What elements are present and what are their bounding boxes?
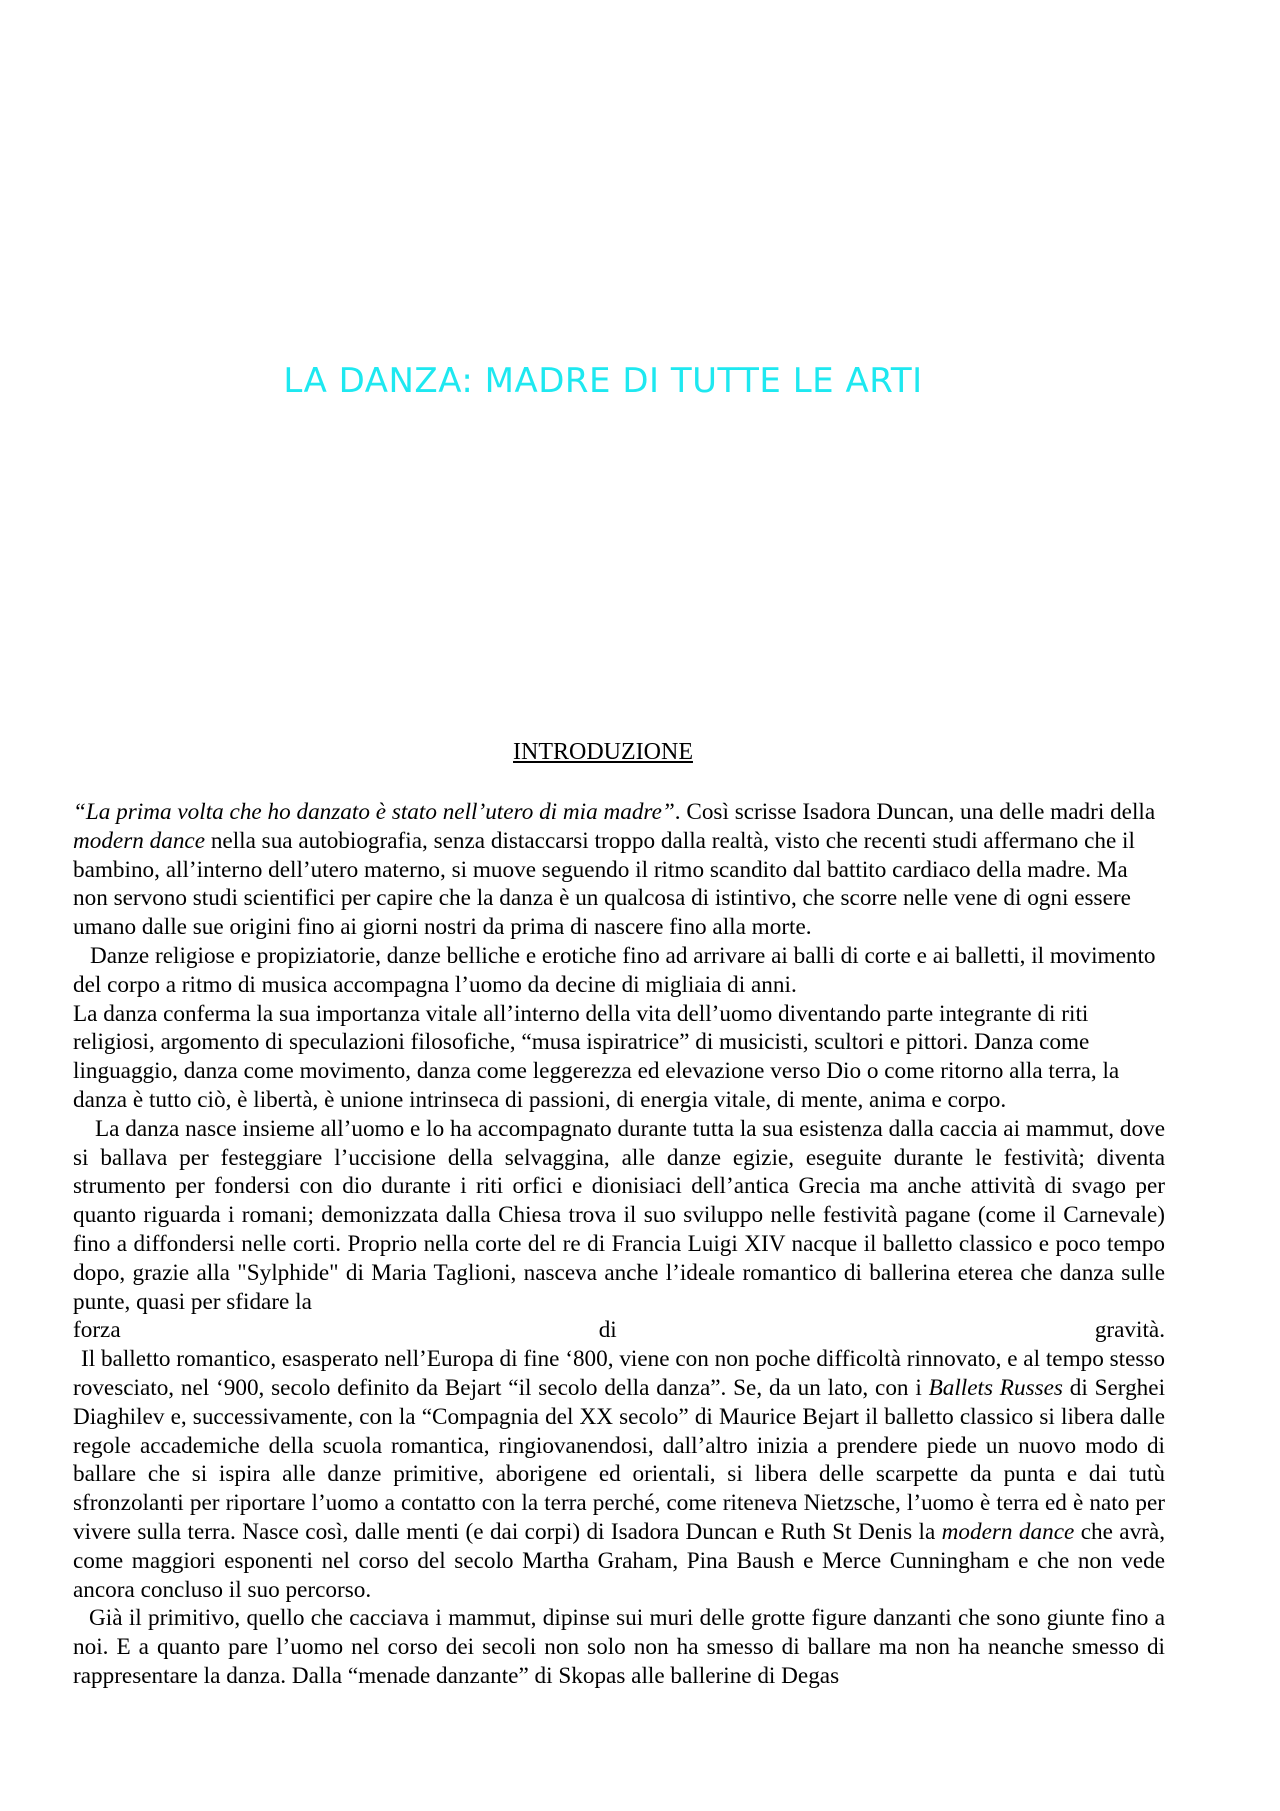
body-text [73, 798, 1165, 1691]
paragraph-5-emphasis-b: modern dance [941, 1518, 1075, 1545]
paragraph-6: Già il primitivo, quello che cacciava i mammut, dipinse sui muri delle grotte figure danzanti che sono giunte fino a noi. E a quanto pare l’uomo nel corso dei secoli non solo non ha smesso di ballare ma non ha neanche smesso di rappresentare la danza. Dalla “menade danzante” di Skopas alle ballerine di Degas [73, 1605, 1165, 1689]
document-title: LA DANZA: MADRE DI TUTTE LE ARTI [283, 361, 923, 401]
paragraph-4: La danza nasce insieme all’uomo e lo ha accompagnato durante tutta la sua esistenza dalla caccia ai mammut, dove si ballava per festeggiare l’uccisione della selvaggina, alle danze egizie, eseguite durante le festività; diventa strumento per fondersi con dio durante i riti orfici e dionisiaci dell’antica Grecia ma anche attività di svago per quanto riguarda i romani; demonizzata dalla Chiesa trova il suo sviluppo nelle festività pagane (come il Carnevale) fino a diffondersi nelle corti. Proprio nella corte del re di Francia Luigi XIV nacque il balletto classico e poco tempo dopo, grazie alla "Sylphide" di Maria Taglioni, nasceva anche l’ideale romantico di ballerina eterea che danza sulle punte, quasi per sfidare la [73, 1115, 1165, 1315]
paragraph-5 [73, 1345, 1165, 1604]
paragraph-3: La danza conferma la sua importanza vitale all’interno della vita dell’uomo diventando parte integrante di riti religiosi, argomento di speculazioni filosofiche, “musa ispiratrice” di musicisti, scultori e pittori. Danza come linguaggio, danza come movimento, danza come leggerezza ed elevazione verso Dio o come ritorno alla terra, la danza è tutto ciò, è libertà, è unione intrinseca di passioni, di energia vitale, di mente, anima e corpo. [73, 1000, 1120, 1113]
section-heading-text: INTRODUZIONE [513, 739, 693, 765]
opening-quote: “La prima volta che ho danzato è stato nell’utero di mia madre” [73, 799, 675, 825]
paragraph-2: Danze religiose e propiziatorie, danze belliche e erotiche fino ad arrivare ai balli di corte e ai balletti, il movimento del corpo a ritmo di musica accompagna l’uomo da decine di migliaia di anni. [73, 942, 1156, 998]
paragraph-5-text-b: di Serghei Diaghilev e, successivamente, con la “Compagnia del XX secolo” di Maurice Bejart il balletto classico si libera dalle regole accademiche della scuola romantica, ringiovanendosi, dall’altro inizia a prendere piede un nuovo modo di ballare che si ispira alle danze primitive, aborigene ed orientali, si libera delle scarpette da punta e dai tutù sfronzolanti per riportare l’uomo a contatto con la terra perché, come riteneva Nietzsche, l’uomo è terra ed è nato per vivere sulla terra. Nasce così, dalle menti (e dai corpi) di Isadora Duncan e Ruth St Denis la [73, 1374, 1166, 1545]
paragraph-5-text-a: Il balletto romantico, esasperato nell’Europa di fine ‘800, viene con non poche difficoltà rinnovato, e al tempo stesso rovesciato, nel ‘900, secolo definito da Bejart “il secolo della danza”. Se, da un lato, con i [73, 1346, 1165, 1401]
paragraph-1-text-b: nella sua autobiografia, senza distaccarsi troppo dalla realtà, visto che recenti studi affermano che il bambino, all’interno dell’utero materno, si muove seguendo il ritmo scandito dal battito cardiaco della madre. Ma non servono studi scientifici per capire che la danza è un qualcosa di istintivo, che scorre nelle vene di ogni essere umano dalle sue origini fino ai giorni nostri da prima di nascere fino alla morte. [73, 827, 1135, 941]
section-heading [0, 739, 1206, 766]
paragraph-1 [73, 798, 1165, 942]
paragraph-1-emphasis: modern dance [73, 827, 206, 854]
paragraph-4-last-line: forza di gravità. [73, 1317, 1165, 1344]
paragraph-5-emphasis-a: Ballets Russes [928, 1374, 1063, 1401]
paragraph-5-text-c: che avrà, come maggiori esponenti nel corso del secolo Martha Graham, Pina Baush e Merce Cunningham e che non vede ancora concluso il suo percorso. [73, 1518, 1165, 1603]
paragraph-1-text-a: . Così scrisse Isadora Duncan, una delle madri della [674, 799, 1156, 825]
